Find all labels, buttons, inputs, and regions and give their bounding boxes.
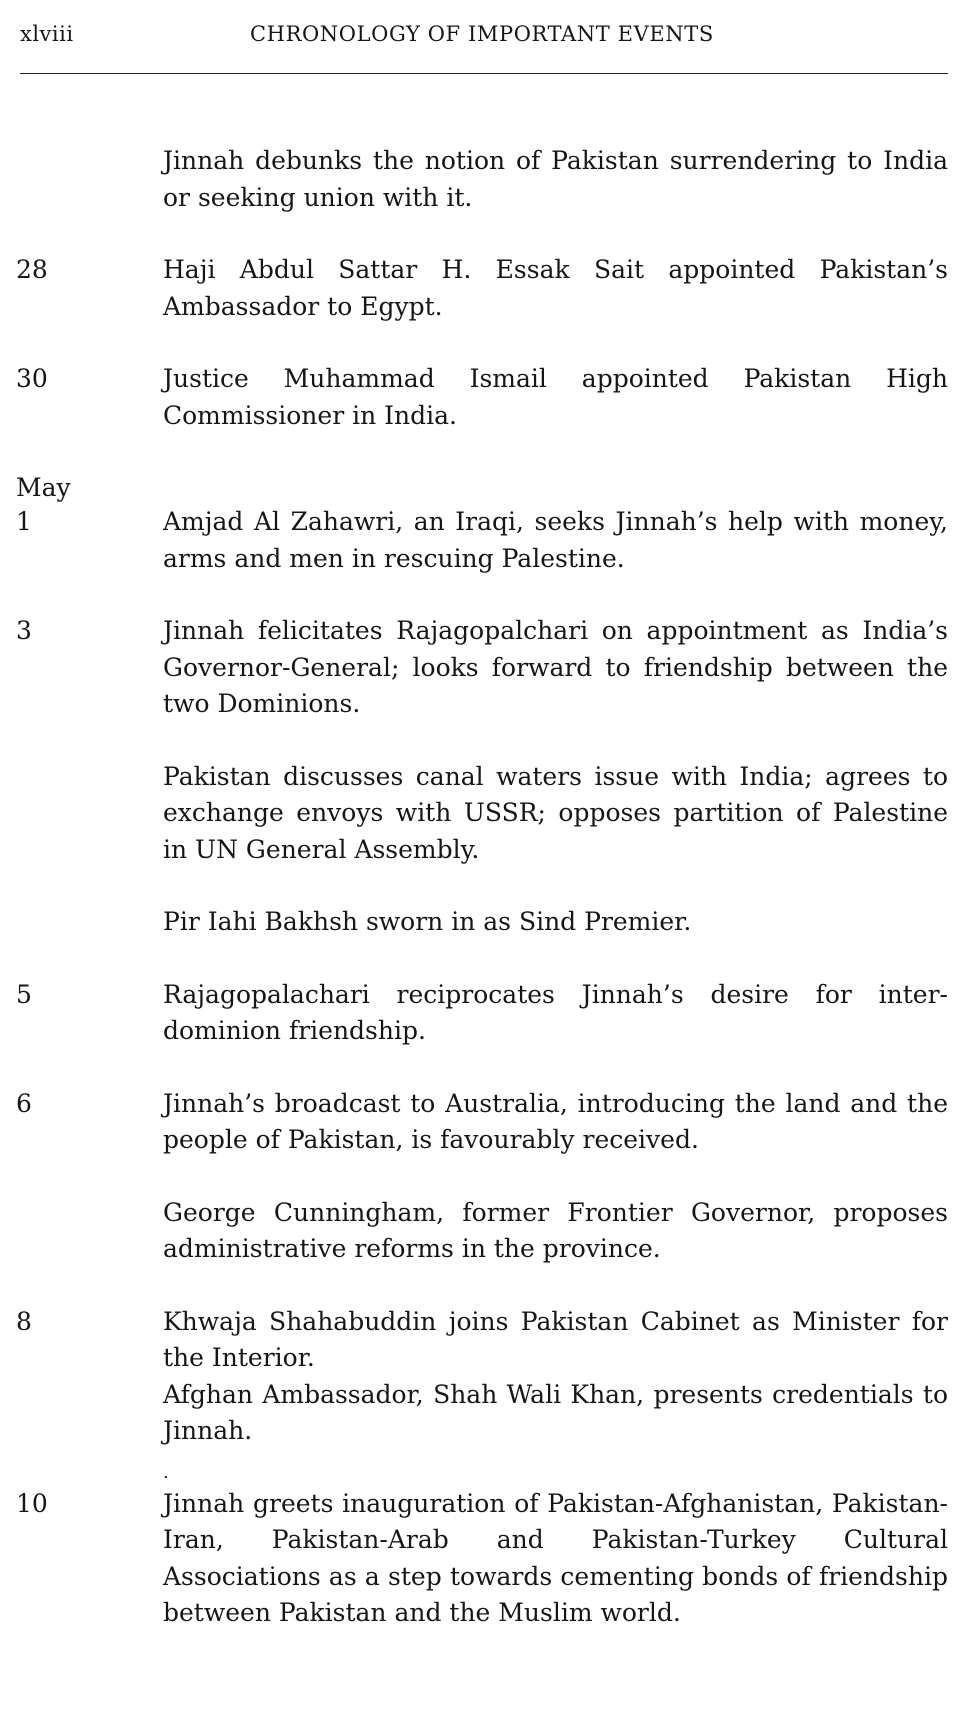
chronology-entry <box>0 1377 968 1450</box>
entry-text: Pir Iahi Bakhsh sworn in as Sind Premier. <box>163 907 692 936</box>
entry-text: George Cunningham, former Frontier Governor, proposes administrative reforms in the province. <box>163 1197 948 1263</box>
entry-text: Justice Muhammad Ismail appointed Pakistan High Commissioner in India. <box>163 364 948 430</box>
chronology-entry <box>0 1195 968 1268</box>
header-rule <box>20 73 948 74</box>
entry-text: Khwaja Shahabuddin joins Pakistan Cabinet as Minister for the Interior. <box>163 1306 948 1372</box>
entry-text: Amjad Al Zahawri, an Iraqi, seeks Jinnah’s help with money, arms and men in rescuing Palestine. <box>163 507 948 573</box>
entry-text: Afghan Ambassador, Shah Wali Khan, presents credentials to Jinnah. <box>163 1379 948 1445</box>
running-title: CHRONOLOGY OF IMPORTANT EVENTS <box>250 22 714 46</box>
entry-date: 28 <box>16 255 48 284</box>
entry-date: 3 <box>16 616 32 645</box>
entry-text: Jinnah’s broadcast to Australia, introducing the land and the people of Pakistan, is favourably received. <box>163 1088 948 1154</box>
entry-date: 30 <box>16 364 48 393</box>
entry-date: 5 <box>16 979 32 1009</box>
entry-text: Jinnah greets inauguration of Pakistan-Afghanistan, Pakistan-Iran, Pakistan-Arab and Pakistan-Turkey Cultural Associations as a step towards cementing bonds of friendship between Pakistan and the Muslim world. <box>163 1488 948 1627</box>
entry-text: Jinnah debunks the notion of Pakistan surrendering to India or seeking union with it. <box>163 146 948 212</box>
entry-text: Rajagopalachari reciprocates Jinnah’s desire for inter-dominion friendship. <box>163 979 948 1045</box>
chronology-entry <box>0 904 968 941</box>
chronology-entry <box>0 1086 968 1159</box>
chronology-list <box>0 143 968 1632</box>
chronology-entry <box>0 252 968 325</box>
month-heading <box>0 470 968 506</box>
page-header <box>0 0 968 75</box>
entry-text: Haji Abdul Sattar H. Essak Sait appointed Pakistan’s Ambassador to Egypt. <box>163 255 948 321</box>
entry-date: 1 <box>16 507 32 536</box>
chronology-entry <box>0 143 968 216</box>
entry-text: Pakistan discusses canal waters issue with India; agrees to exchange envoys with USSR; opposes partition of Palestine in UN General Assembly. <box>163 761 948 864</box>
chronology-entry <box>0 504 968 577</box>
chronology-entry <box>0 1461 968 1632</box>
entry-date: 10 <box>16 1488 48 1518</box>
entry-date: 8 <box>16 1306 32 1336</box>
month-label: May <box>16 473 71 502</box>
chronology-entry <box>0 361 968 434</box>
stray-dot-mark: . <box>163 1461 169 1483</box>
entry-text: Jinnah felicitates Rajagopalchari on appointment as India’s Governor-General; looks forward to friendship between the two Dominions. <box>163 616 948 718</box>
chronology-entry <box>0 1304 968 1377</box>
chronology-entry <box>0 977 968 1050</box>
chronology-entry <box>0 613 968 723</box>
chronology-entry <box>0 759 968 869</box>
page-number: xlviii <box>20 22 74 46</box>
entry-date: 6 <box>16 1088 32 1118</box>
